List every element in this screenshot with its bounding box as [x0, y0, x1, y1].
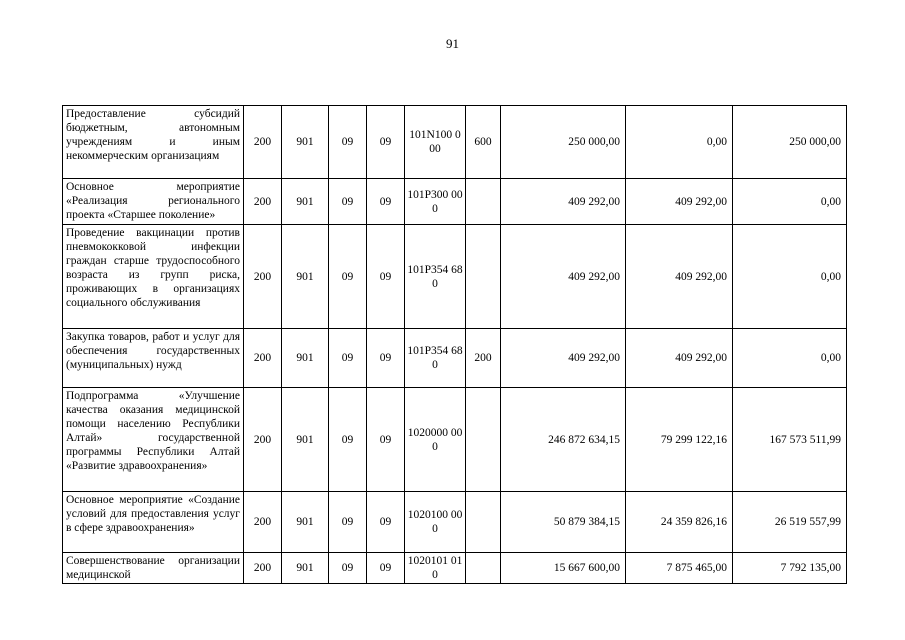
row-target-article: 101P300 000	[405, 179, 466, 225]
page-number: 91	[446, 36, 459, 51]
row-code: 200	[244, 388, 282, 492]
row-code: 200	[244, 492, 282, 553]
row-expense-type	[466, 492, 501, 553]
row-total: 409 292,00	[501, 179, 626, 225]
row-expense-type	[466, 179, 501, 225]
row-subsection: 09	[367, 329, 405, 388]
row-subsection: 09	[367, 179, 405, 225]
table-row	[63, 225, 847, 329]
row-amount-3: 7 792 135,00	[733, 553, 847, 584]
row-grbs: 901	[282, 106, 329, 179]
row-amount-2: 7 875 465,00	[626, 553, 733, 584]
row-grbs: 901	[282, 553, 329, 584]
row-code: 200	[244, 179, 282, 225]
budget-table	[62, 105, 847, 584]
row-amount-2: 0,00	[626, 106, 733, 179]
row-expense-type	[466, 553, 501, 584]
row-target-article: 1020101 010	[405, 553, 466, 584]
row-amount-3: 26 519 557,99	[733, 492, 847, 553]
row-subsection: 09	[367, 492, 405, 553]
table-row	[63, 329, 847, 388]
row-code: 200	[244, 329, 282, 388]
row-name: Подпрограмма «Улучшение качества оказания медицинской помощи населению Республики Алтай» государственной программы Республики Алтай «Развитие здравоохранения»	[63, 388, 244, 492]
table-row	[63, 179, 847, 225]
row-code: 200	[244, 106, 282, 179]
row-name: Совершенствование организации медицинской	[63, 553, 244, 584]
table-row	[63, 492, 847, 553]
row-total: 15 667 600,00	[501, 553, 626, 584]
row-amount-3: 0,00	[733, 225, 847, 329]
table-row	[63, 388, 847, 492]
row-total: 409 292,00	[501, 329, 626, 388]
row-subsection: 09	[367, 553, 405, 584]
row-section: 09	[329, 492, 367, 553]
row-name: Основное мероприятие «Реализация регионального проекта «Старшее поколение»	[63, 179, 244, 225]
row-amount-2: 24 359 826,16	[626, 492, 733, 553]
row-target-article: 1020000 000	[405, 388, 466, 492]
row-grbs: 901	[282, 179, 329, 225]
row-total: 250 000,00	[501, 106, 626, 179]
row-expense-type: 200	[466, 329, 501, 388]
row-grbs: 901	[282, 492, 329, 553]
row-subsection: 09	[367, 388, 405, 492]
row-total: 50 879 384,15	[501, 492, 626, 553]
row-amount-2: 409 292,00	[626, 225, 733, 329]
row-name: Закупка товаров, работ и услуг для обеспечения государственных (муниципальных) нужд	[63, 329, 244, 388]
row-subsection: 09	[367, 225, 405, 329]
row-code: 200	[244, 553, 282, 584]
row-section: 09	[329, 179, 367, 225]
row-expense-type	[466, 225, 501, 329]
row-amount-3: 0,00	[733, 179, 847, 225]
row-name: Проведение вакцинации против пневмококковой инфекции граждан старше трудоспособного возраста из групп риска, проживающих в организациях социального обслуживания	[63, 225, 244, 329]
row-subsection: 09	[367, 106, 405, 179]
table-row	[63, 106, 847, 179]
row-section: 09	[329, 106, 367, 179]
row-grbs: 901	[282, 329, 329, 388]
row-total: 246 872 634,15	[501, 388, 626, 492]
row-grbs: 901	[282, 388, 329, 492]
row-grbs: 901	[282, 225, 329, 329]
row-target-article: 101P354 680	[405, 225, 466, 329]
row-amount-3: 167 573 511,99	[733, 388, 847, 492]
row-name: Основное мероприятие «Создание условий для предоставления услуг в сфере здравоохранения»	[63, 492, 244, 553]
row-expense-type	[466, 388, 501, 492]
row-name: Предоставление субсидий бюджетным, автономным учреждениям и иным некоммерческим организациям	[63, 106, 244, 179]
row-target-article: 101P354 680	[405, 329, 466, 388]
row-section: 09	[329, 388, 367, 492]
row-code: 200	[244, 225, 282, 329]
row-section: 09	[329, 225, 367, 329]
row-section: 09	[329, 329, 367, 388]
row-total: 409 292,00	[501, 225, 626, 329]
row-target-article: 1020100 000	[405, 492, 466, 553]
row-target-article: 101N100 000	[405, 106, 466, 179]
row-amount-2: 79 299 122,16	[626, 388, 733, 492]
row-amount-3: 0,00	[733, 329, 847, 388]
row-section: 09	[329, 553, 367, 584]
row-amount-3: 250 000,00	[733, 106, 847, 179]
row-amount-2: 409 292,00	[626, 179, 733, 225]
row-amount-2: 409 292,00	[626, 329, 733, 388]
table-row	[63, 553, 847, 584]
row-expense-type: 600	[466, 106, 501, 179]
